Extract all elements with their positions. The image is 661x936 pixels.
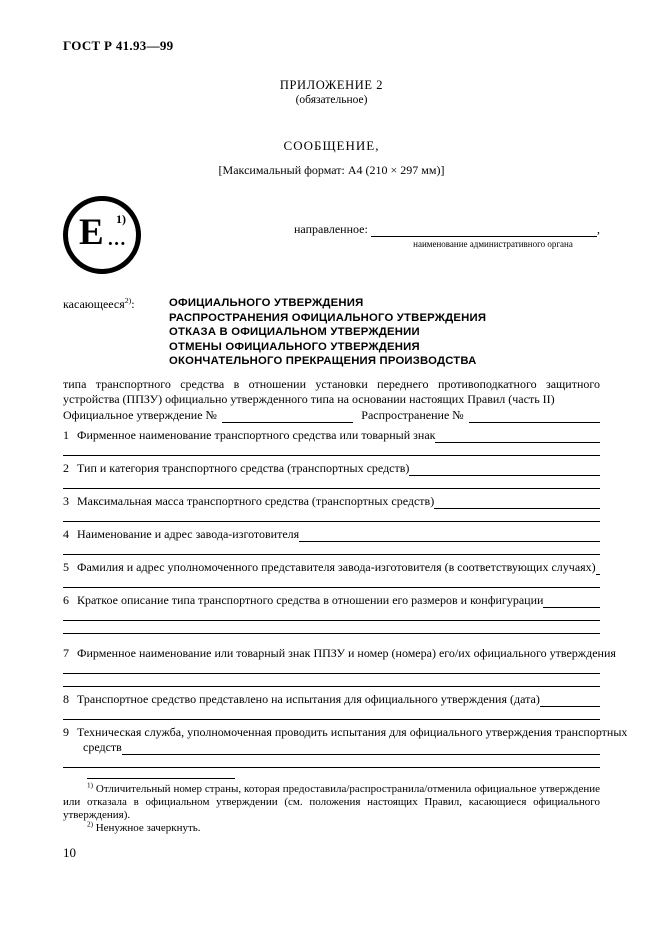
directed-to-block <box>294 222 600 278</box>
concerning-section <box>63 296 600 369</box>
blank-line <box>63 476 600 489</box>
item-blank <box>122 754 600 755</box>
item-label: Фамилия и адрес уполномоченного представителя завода-изготовителя (в соответствующих случаях) <box>77 559 596 574</box>
appendix-title: ПРИЛОЖЕНИЕ 2 <box>279 78 384 92</box>
extension-number-blank <box>469 422 600 423</box>
directed-to-line <box>294 222 600 237</box>
directed-to-comma: , <box>597 222 600 236</box>
item-number: 2 <box>63 460 69 475</box>
blank-line <box>63 755 600 768</box>
concerning-options <box>169 296 486 369</box>
form-item-9 <box>63 724 628 768</box>
form-item-1 <box>63 428 600 456</box>
form-item-line <box>63 645 616 661</box>
page-number: 10 <box>63 844 76 860</box>
blank-line <box>63 707 600 720</box>
concerning-label <box>63 296 169 369</box>
blank-line <box>63 621 600 634</box>
footnote-2-text: Ненужное зачеркнуть. <box>95 821 201 834</box>
form-item-4 <box>63 527 600 555</box>
concerning-label-text: касающееся <box>63 297 125 311</box>
item-blank <box>434 508 600 509</box>
form-item-line <box>63 692 600 707</box>
item-blank <box>409 475 600 476</box>
form-item-line <box>63 527 600 542</box>
e-mark-dots: ... <box>108 229 127 250</box>
item-label: Транспортное средство представлено на испытания для официального утверждения (дата) <box>77 691 540 706</box>
item-label: Техническая служба, уполномоченная проводить испытания для официального утверждения транспортных <box>77 724 628 739</box>
e-mark-footnote-ref: 1) <box>116 212 126 226</box>
item-number: 9 <box>63 724 69 739</box>
footnote-divider <box>87 778 235 779</box>
footnote-1 <box>63 783 600 822</box>
approval-mark-row <box>63 194 600 278</box>
form-item-7 <box>63 645 616 687</box>
item-number: 4 <box>63 526 69 541</box>
footnote-1-text: Отличительный номер страны, которая предоставила/распространила/отменила официальное утверждение или отказала в официальном утверждении (см. положения настоящих Правил, касающиеся официального утверждения). <box>63 782 600 821</box>
option-refusal-of-approval: ОТКАЗА В ОФИЦИАЛЬНОМ УТВЕРЖДЕНИИ <box>169 326 420 339</box>
blank-line <box>63 542 600 555</box>
form-item-continuation-line <box>63 740 600 755</box>
form-item-line <box>63 724 628 740</box>
blank-line <box>63 575 600 588</box>
footnote-1-marker: 1) <box>87 781 93 790</box>
item-blank <box>435 442 600 443</box>
intro-paragraph: типа транспортного средства в отношении установки переднего противоподкатного защитного устройства (ППЗУ) официально утвержденного типа на основании настоящих Правил (часть II) <box>63 376 600 406</box>
option-extension-of-approval: РАСПРОСТРАНЕНИЯ ОФИЦИАЛЬНОГО УТВЕРЖДЕНИЯ <box>169 311 487 324</box>
format-note: [Максимальный формат: А4 (210 × 297 мм)] <box>218 163 445 177</box>
directed-to-blank <box>371 236 597 237</box>
item-label: Наименование и адрес завода-изготовителя <box>77 526 300 541</box>
item-number: 7 <box>63 645 69 660</box>
item-number: 8 <box>63 691 69 706</box>
approval-number-label: Официальное утверждение № <box>63 407 218 422</box>
form-item-line <box>63 494 600 509</box>
item-blank <box>543 607 600 608</box>
item-blank <box>596 574 600 575</box>
form-item-2 <box>63 461 600 489</box>
item-label-continued: средств <box>83 739 122 754</box>
form-item-line <box>63 428 600 443</box>
item-number: 5 <box>63 559 69 574</box>
concerning-colon: : <box>131 297 135 311</box>
approval-number-blank <box>222 422 353 423</box>
concerning-footnote-ref: 2) <box>124 296 132 305</box>
item-label: Краткое описание типа транспортного средства в отношении его размеров и конфигурации <box>77 592 544 607</box>
option-approval: ОФИЦИАЛЬНОГО УТВЕРЖДЕНИЯ <box>169 297 364 309</box>
form-item-8 <box>63 692 600 720</box>
item-number: 1 <box>63 427 69 442</box>
item-blank <box>299 541 600 542</box>
item-number: 3 <box>63 493 69 508</box>
option-withdrawal-of-approval: ОТМЕНЫ ОФИЦИАЛЬНОГО УТВЕРЖДЕНИЯ <box>169 340 420 353</box>
form-item-line <box>63 461 600 476</box>
blank-line <box>63 661 600 674</box>
form-item-line <box>63 593 600 608</box>
item-label: Фирменное наименование или товарный знак ППЗУ и номер (номера) его/их официального утверждения <box>77 645 616 660</box>
appendix-note: (обязательное) <box>295 94 368 106</box>
blank-line <box>63 509 600 522</box>
item-label: Тип и категория транспортного средства (транспортных средств) <box>77 460 410 475</box>
extension-number-label: Распространение № <box>361 407 464 422</box>
footnote-2-marker: 2) <box>87 820 93 829</box>
directed-to-caption: наименование административного органа <box>413 239 573 249</box>
item-label: Максимальная масса транспортного средства (транспортных средств) <box>77 493 435 508</box>
form-item-6 <box>63 593 600 634</box>
doc-designation: ГОСТ Р 41.93—99 <box>63 38 174 53</box>
e-mark-letter: E <box>79 212 104 253</box>
item-number: 6 <box>63 592 69 607</box>
footnotes-section <box>63 778 600 835</box>
form-item-5 <box>63 560 600 588</box>
e-approval-mark <box>63 196 141 274</box>
form-item-line <box>63 560 600 575</box>
option-production-discontinued: ОКОНЧАТЕЛЬНОГО ПРЕКРАЩЕНИЯ ПРОИЗВОДСТВА <box>169 355 477 368</box>
form-item-3 <box>63 494 600 522</box>
blank-line <box>63 608 600 621</box>
blank-line <box>63 674 600 687</box>
approval-number-line <box>63 407 600 423</box>
doc-title: СООБЩЕНИЕ, <box>283 138 380 153</box>
footnote-2 <box>63 822 600 835</box>
item-blank <box>540 706 600 707</box>
item-label: Фирменное наименование транспортного средства или товарный знак <box>77 427 436 442</box>
directed-to-label: направленное: <box>294 222 368 236</box>
blank-line <box>63 443 600 456</box>
